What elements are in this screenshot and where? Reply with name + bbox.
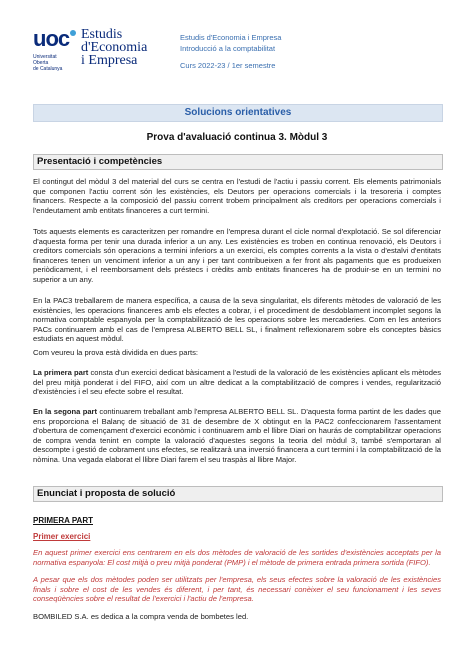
header-course: Introducció a la comptabilitat	[180, 44, 276, 53]
section-heading-enunciat: Enunciat i proposta de solució	[33, 486, 443, 502]
uoc-logo	[33, 26, 148, 98]
red-note-1: En aquest primer exercici ens centrarem en els dos mètodes de valoració de les sortides d'existències acceptats per la normativa espanyola: El cost mitjà o preu mitjà ponderat (PMP) i el mètode de primera entrada primera sortida (FIFO).	[33, 548, 441, 567]
section-heading-presentacio: Presentació i competències	[33, 154, 443, 170]
paragraph-bombiled: BOMBILED S.A. es dedica a la compra venda de bombetes led.	[33, 612, 249, 621]
title-band: Solucions orientatives	[33, 104, 443, 122]
header-term: Curs 2022-23 / 1er semestre	[180, 61, 276, 70]
header-info	[180, 32, 281, 71]
paragraph-5: La primera part consta d'un exercici dedicat bàsicament a l'estudi de la valoració de les existències aplicant els mètodes del preu mitjà ponderat i del FIFO, així com un altre dedicat a la comptabilització de compres i vendes, regularització d'existències i el seu efecte sobre el resultat.	[33, 368, 441, 397]
uoc-wordmark: uoc	[33, 28, 76, 50]
logo-university: Universitat Oberta de Catalunya	[33, 54, 63, 72]
primera-part-heading: PRIMERA PART	[33, 516, 93, 525]
primer-exercici-heading: Primer exercici	[33, 532, 91, 541]
paragraph-6: En la segona part continuarem treballant amb l'empresa ALBERTO BELL SL. D'aquesta forma partint de les dades que ens proporciona el Balanç de situació de 31 de desembre de X obtingut en la PAC2 confeccionarem l'assentament d'obertura de començament d'exercici econòmic i continuarem amb el llibre Diari on haurás de comptabilitzar operacions de compra venda tenint en compte la valoració d'aquestes segons la teoria del mòdul 3, també s'emportaran al descompte i gestió de cobrament uns efectes, se realitzarà una inversió financera a curt termini i la comptabilització de la nòmina. Una vegada elaborat el llibre Diari farem el seu traspàs al llibre Major.	[33, 407, 441, 464]
red-note-2: A pesar que els dos mètodes poden ser utilitzats per l'empresa, els seus efectes sobre la valoració de les existències finals i sobre el cost de les vendes és diferent, i per tant, és necessari conèixer el seu funcionament i les seves conseqüències sobre el resultat de l'exercici i l'actiu de l'empresa.	[33, 575, 441, 604]
paragraph-2: Tots aquests elements es caracteritzen per romandre en l'empresa durant el cicle normal d'explotació. Se sol diferenciar d'aquesta forma per tenir una durada inferior a un any. Les existències es troben en continua renovació, els Deutors i creditors comercials són operacions a termini inferiors a un exercici, els comptes corrents a la vista o d'estalvi d'entitats financeres tenen un venciment inferior a un any i per tant contribueixen a fer front als pagaments que es produeixen periòdicament, i el reemborsament dels préstecs i crèdits amb entitats financeres ha de produir-se en un termini no superior a un any.	[33, 227, 441, 284]
paragraph-4: Com veureu la prova està dividida en dues parts:	[33, 348, 199, 357]
paragraph-3: En la PAC3 treballarem de manera específica, a causa de la seva singularitat, els diferents mètodes de valoració de les existències, les operacions financeres amb els efectes a cobrar, i el procediment de desdoblament incomplet segons la normativa comptable espanyola per la comptabilització de les operacions sobre les mercaderies. Com en les anteriors PACs continuarem amb el cas de l'empresa ALBERTO BELL SL, i finalment reflexionarem sobre els conceptes bàsics estudiats en aquest mòdul.	[33, 296, 441, 344]
logo-name: Estudis d'Economia i Empresa	[81, 27, 148, 68]
header-faculty: Estudis d'Economia i Empresa	[180, 33, 282, 42]
page-subtitle: Prova d'avaluació continua 3. Mòdul 3	[146, 132, 328, 143]
paragraph-1: El contingut del mòdul 3 del material del curs se centra en l'estudi de l'actiu i passiu corrent. Els elements patrimonials que componen l'actiu corrent són les existències, els Deutors per operacions comercials i la tresoreria i comptes financers. Respecte a la composició del passiu corrent trobem principalment als creditors per operacions comercials i l'endeutament amb entitats financeres a curt termini.	[33, 177, 441, 215]
